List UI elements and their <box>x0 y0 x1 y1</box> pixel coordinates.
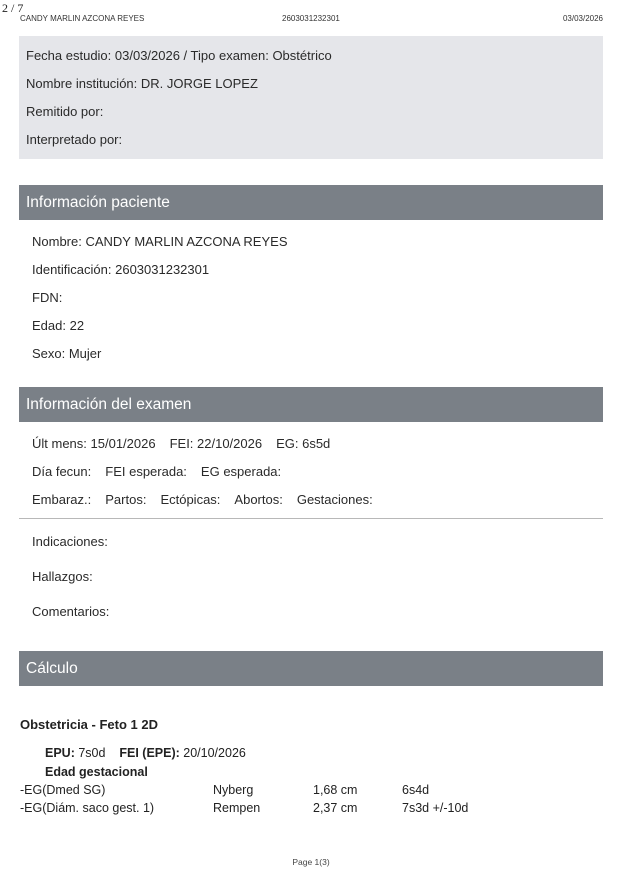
last-menstruation: Últ mens: 15/01/2026 <box>32 436 156 451</box>
measurement-row <box>20 801 580 817</box>
measurement-author: Rempen <box>213 801 261 815</box>
ectopic: Ectópicas: <box>160 492 221 507</box>
estimated-due-date: FEI: 22/10/2026 <box>169 436 263 451</box>
institution-name: Nombre institución: DR. JORGE LOPEZ <box>26 76 258 91</box>
exam-row-history <box>32 492 387 507</box>
measurement-name: -EG(Dmed SG) <box>20 783 106 797</box>
divider <box>19 518 603 519</box>
interpreted-by: Interpretado por: <box>26 132 123 147</box>
header-date: 03/03/2026 <box>562 14 603 23</box>
fei-label: FEI (EPE): <box>119 746 180 760</box>
patient-age: Edad: 22 <box>32 318 85 333</box>
header-patient-name: CANDY MARLIN AZCONA REYES <box>20 14 145 23</box>
calc-section-header <box>19 651 603 686</box>
measurement-result: 7s3d +/-10d <box>402 801 469 815</box>
measurement-value: 1,68 cm <box>313 783 358 797</box>
header-patient-id: 2603031232301 <box>282 14 340 23</box>
obstetrics-fetus-title: Obstetricia - Feto 1 2D <box>20 717 158 732</box>
fei-value: 20/10/2026 <box>183 746 246 760</box>
epu-line <box>45 746 246 760</box>
patient-identification: Identificación: 2603031232301 <box>32 262 210 277</box>
gestational-age-heading: Edad gestacional <box>45 765 148 779</box>
patient-sex: Sexo: Mujer <box>32 346 102 361</box>
measurement-name: -EG(Diám. saco gest. 1) <box>20 801 155 815</box>
exam-row-expected <box>32 464 295 479</box>
exam-row-dates <box>32 436 344 451</box>
exam-section-header <box>19 387 603 422</box>
indications: Indicaciones: <box>32 534 108 549</box>
births: Partos: <box>105 492 147 507</box>
patient-section-header <box>19 185 603 220</box>
exam-section-title: Información del examen <box>26 396 192 413</box>
patient-dob: FDN: <box>32 290 63 305</box>
patient-section-title: Información paciente <box>26 194 170 211</box>
measurement-row <box>20 783 580 799</box>
abortions: Abortos: <box>234 492 283 507</box>
gestations: Gestaciones: <box>296 492 373 507</box>
page-counter: 2 / 7 <box>2 1 24 15</box>
measurement-result: 6s4d <box>402 783 430 797</box>
measurement-author: Nyberg <box>213 783 254 797</box>
findings: Hallazgos: <box>32 569 93 584</box>
study-info-box <box>19 36 603 159</box>
comments: Comentarios: <box>32 604 110 619</box>
study-date-type: Fecha estudio: 03/03/2026 / Tipo examen: Obstétrico <box>26 48 332 63</box>
expected-gestational-age: EG esperada: <box>200 464 282 479</box>
referred-by: Remitido por: <box>26 104 104 119</box>
measurement-value: 2,37 cm <box>313 801 358 815</box>
fertilization-day: Día fecun: <box>32 464 92 479</box>
epu-label: EPU: <box>45 746 75 760</box>
epu-value: 7s0d <box>78 746 106 760</box>
patient-name: Nombre: CANDY MARLIN AZCONA REYES <box>32 234 288 249</box>
page-footer: Page 1(3) <box>292 857 330 867</box>
expected-due-date: FEI esperada: <box>105 464 187 479</box>
calc-section-title: Cálculo <box>26 660 78 677</box>
gestational-age: EG: 6s5d <box>276 436 331 451</box>
pregnancies: Embaraz.: <box>32 492 92 507</box>
